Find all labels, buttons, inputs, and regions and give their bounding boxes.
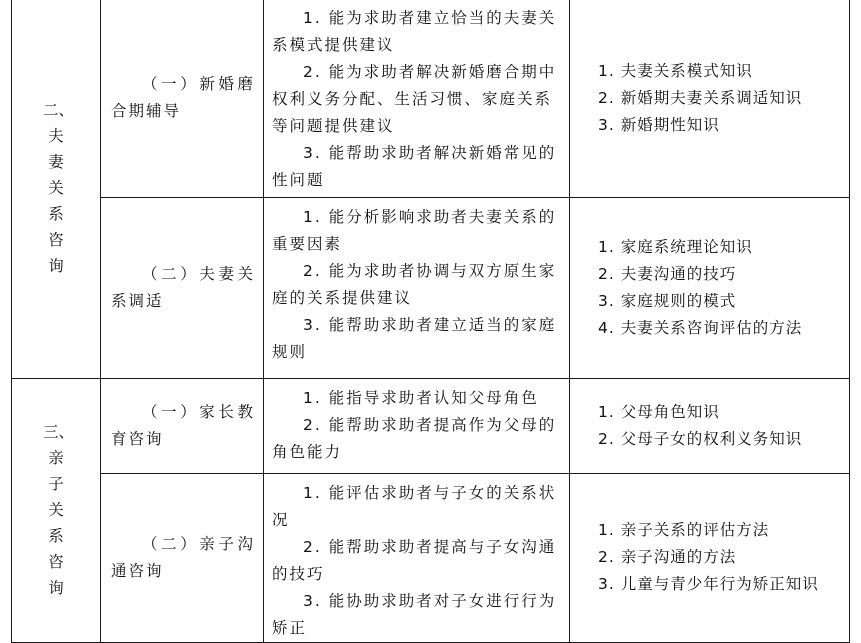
requirement-item: 2. 能为求助者解决新婚磨合期中权利义务分配、生活习惯、家庭关系等问题提供建议 xyxy=(272,63,557,135)
knowledge-cell xyxy=(570,473,850,642)
requirement-item: 1. 能为求助者建立恰当的夫妻关系模式提供建议 xyxy=(272,9,557,54)
knowledge-item: 3. 新婚期性知识 xyxy=(598,115,720,134)
subsection-title: （二）夫妻关系调适 xyxy=(111,264,255,310)
requirement-item: 3. 能帮助求助者建立适当的家庭规则 xyxy=(272,315,557,361)
requirement-item: 1. 能评估求助者与子女的关系状况 xyxy=(272,483,557,529)
requirement-item: 2. 能为求助者协调与双方原生家庭的关系提供建议 xyxy=(272,261,557,307)
knowledge-item: 3. 儿童与青少年行为矫正知识 xyxy=(598,575,819,593)
subsection-title: （一）新婚磨合期辅导 xyxy=(111,75,255,121)
requirements-cell xyxy=(264,378,570,473)
curriculum-table xyxy=(11,0,850,643)
requirements-cell xyxy=(264,473,570,642)
section-title: 二、夫妻关系咨询 xyxy=(43,101,75,276)
table-row xyxy=(12,473,850,642)
subsection-title-cell xyxy=(101,0,264,197)
subsection-title-cell xyxy=(101,378,264,473)
knowledge-cell xyxy=(570,197,850,378)
knowledge-item: 1. 亲子关系的评估方法 xyxy=(598,521,770,539)
table-row xyxy=(12,0,850,197)
table-row xyxy=(12,197,850,378)
subsection-title: （二）亲子沟通咨询 xyxy=(111,534,255,580)
requirement-item: 2. 能帮助求助者提高与子女沟通的技巧 xyxy=(272,537,557,583)
section-title-cell xyxy=(12,378,101,642)
requirements-cell xyxy=(264,0,570,197)
requirement-item: 1. 能指导求助者认知父母角色 xyxy=(303,388,539,407)
knowledge-item: 1. 家庭系统理论知识 xyxy=(598,237,753,256)
knowledge-cell xyxy=(570,0,850,197)
section-title: 三、亲子关系咨询 xyxy=(43,422,75,597)
table-row xyxy=(12,378,850,473)
knowledge-item: 2. 亲子沟通的方法 xyxy=(598,548,737,566)
requirement-item: 2. 能帮助求助者提高作为父母的角色能力 xyxy=(272,415,557,461)
knowledge-item: 3. 家庭规则的模式 xyxy=(598,291,737,310)
knowledge-item: 2. 新婚期夫妻关系调适知识 xyxy=(598,88,803,107)
knowledge-item: 4. 夫妻关系咨询评估的方法 xyxy=(598,318,803,337)
requirements-cell xyxy=(264,197,570,378)
subsection-title-cell xyxy=(101,473,264,642)
subsection-title: （一）家长教育咨询 xyxy=(111,402,255,448)
subsection-title-cell xyxy=(101,197,264,378)
requirement-item: 3. 能帮助求助者解决新婚常见的性问题 xyxy=(272,144,557,189)
knowledge-item: 2. 夫妻沟通的技巧 xyxy=(598,264,737,283)
knowledge-item: 1. 夫妻关系模式知识 xyxy=(598,61,753,80)
section-title-cell xyxy=(12,0,101,378)
knowledge-item: 2. 父母子女的权利义务知识 xyxy=(598,429,803,448)
requirement-item: 1. 能分析影响求助者夫妻关系的重要因素 xyxy=(272,207,557,253)
knowledge-cell xyxy=(570,378,850,473)
requirement-item: 3. 能协助求助者对子女进行行为矫正 xyxy=(272,591,557,637)
knowledge-item: 1. 父母角色知识 xyxy=(598,402,720,421)
